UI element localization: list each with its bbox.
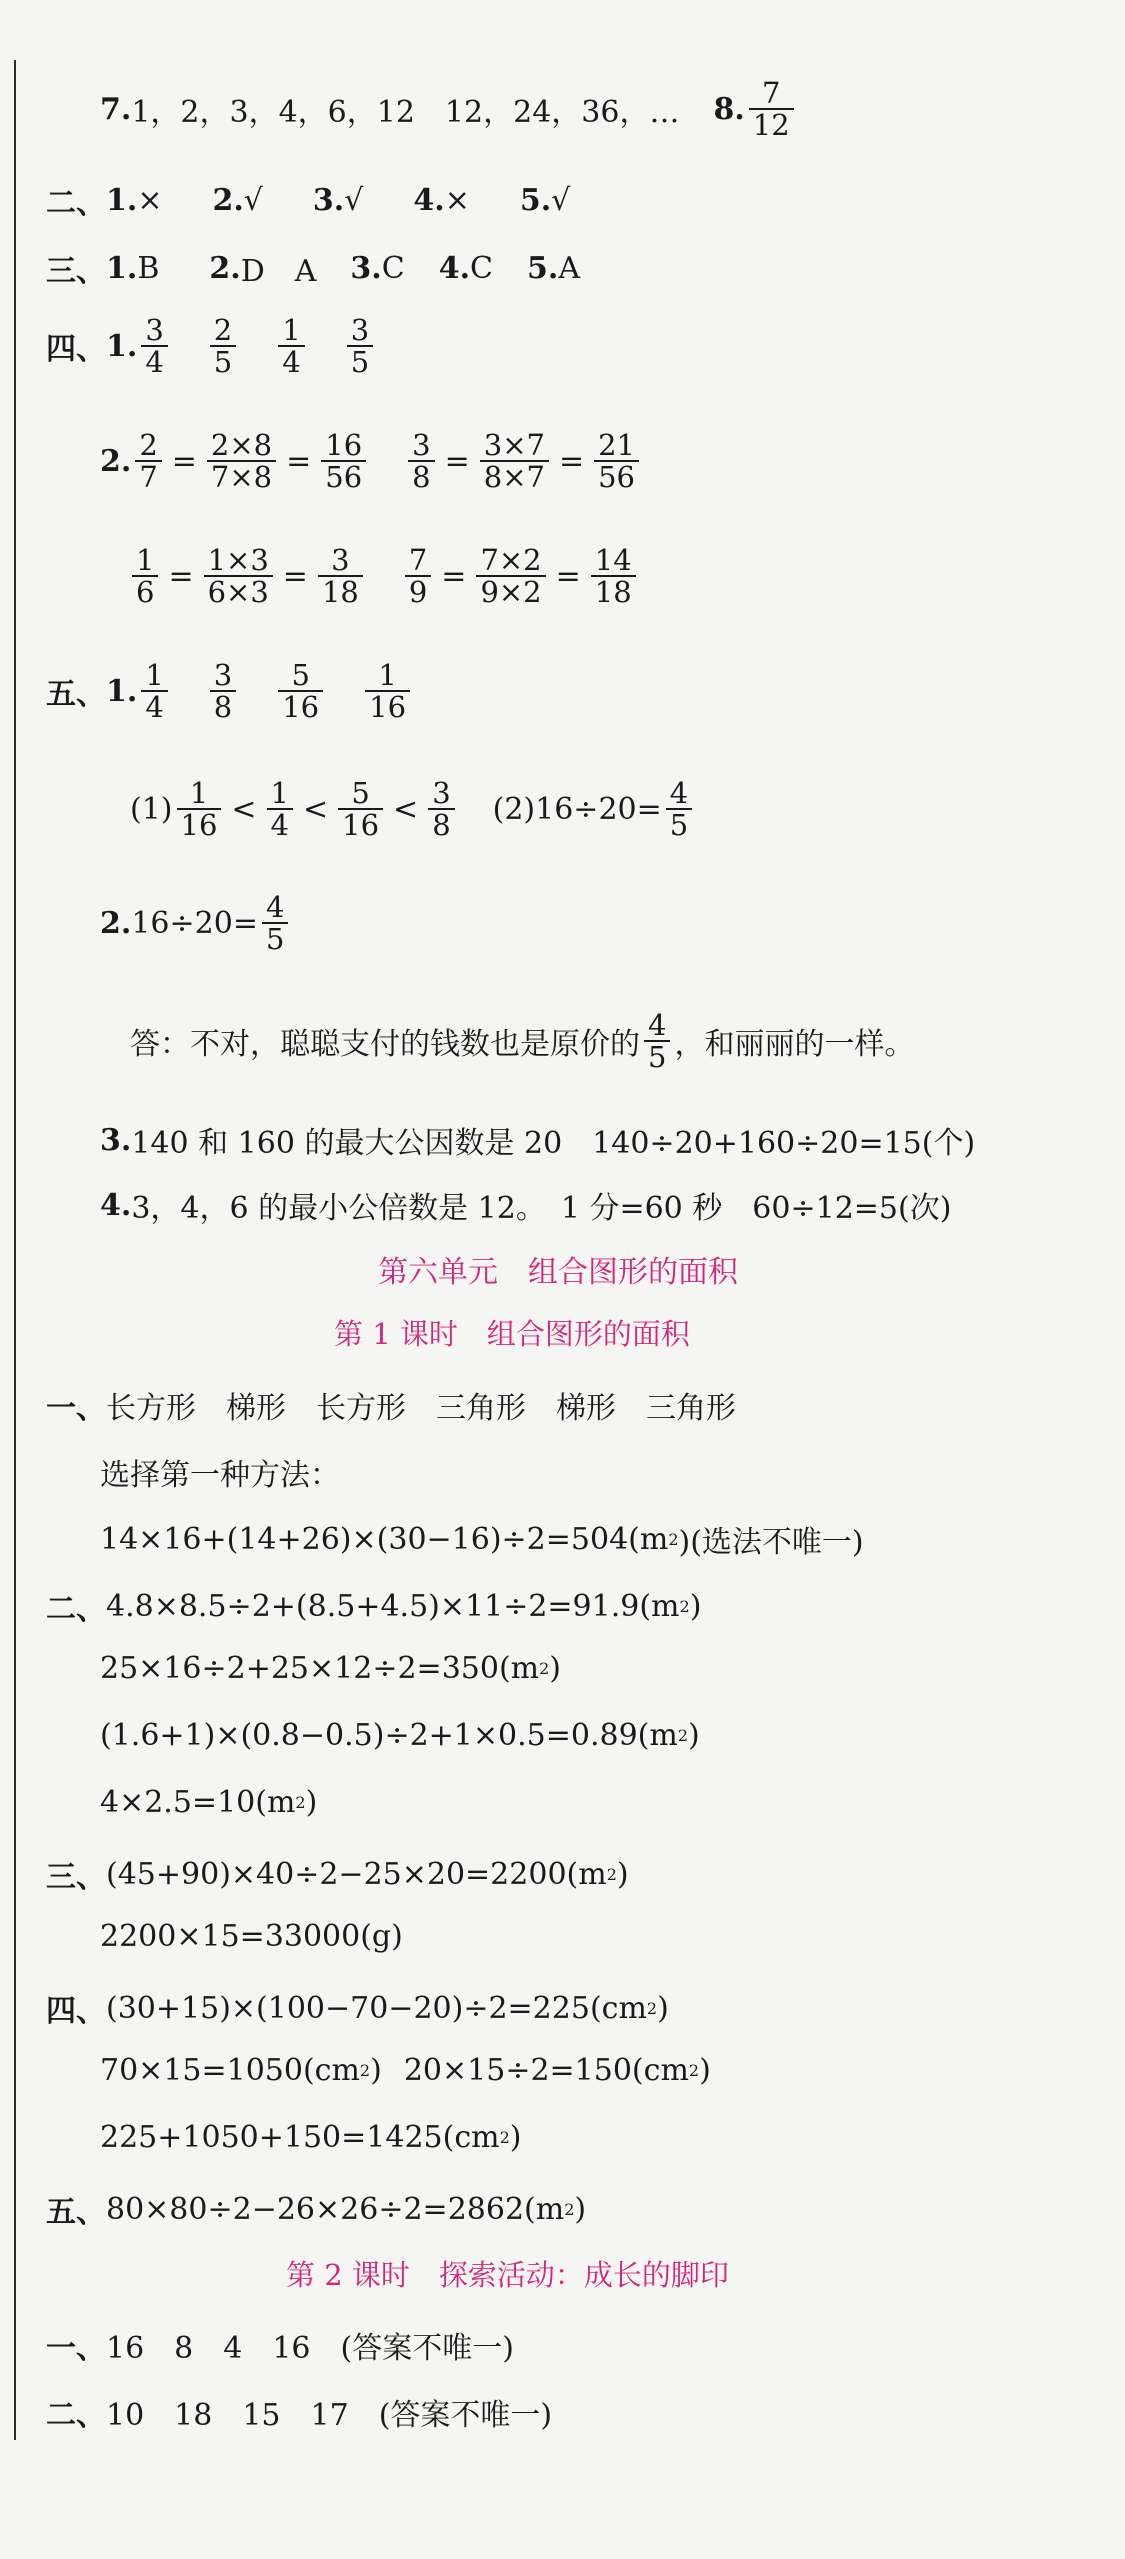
lesson1-section-4-line3: 225+1050+150=1425(cm 2 ) xyxy=(100,2120,522,2155)
question-number: 7. xyxy=(100,91,132,127)
lesson-title: 第 1 课时 组合图形的面积 xyxy=(334,1317,690,1351)
unit-title: 第六单元 组合图形的面积 xyxy=(378,1255,738,1290)
lesson1-section-5: 五、 80×80÷2−26×26÷2=2862(m 2 ) xyxy=(46,2187,586,2231)
margin-line xyxy=(14,60,16,2440)
section-label: 二、 xyxy=(46,186,106,221)
lesson1-section-4-line1: 四、 (30+15)×(100−70−20)÷2=225(cm 2 ) xyxy=(46,1986,669,2030)
lesson1-section-2-line2: 25×16÷2+25×12÷2=350(m 2 ) xyxy=(100,1651,562,1686)
fraction: $\frac{7}{12}$ xyxy=(749,78,794,141)
section-label: 四、 xyxy=(46,332,106,368)
question-number: 8. xyxy=(713,91,745,127)
section-5-q1-sub: (1) $\frac{1}{16}$ < $\frac{1}{4}$ < $\frac{5}{16}$ < $\frac{3}{8}$ (2)16÷20= $\frac{4}{5}$ xyxy=(130,778,696,841)
section-5-q2-answer: 答：不对，聪聪支付的钱数也是原价的 $\frac{4}{5}$ ，和丽丽的一样。 xyxy=(130,1008,915,1075)
section-4-q2-line2: $\frac{1}{6}$ = $\frac{1\times 3}{6\times 3}$ = $\frac{3}{18}$ $\frac{7}{9}$ = $\frac{7\times 2}{9\times 2}$ = $\frac{14}{18}$ xyxy=(128,545,640,608)
section-label: 三、 xyxy=(46,1860,106,1895)
section-label: 五、 xyxy=(46,2195,106,2230)
lesson1-section-2-line4: 4×2.5=10(m 2 ) xyxy=(100,1785,318,1820)
lesson1-section-2-line1: 二、 4.8×8.5÷2+(8.5+4.5)×11÷2=91.9(m 2 ) xyxy=(46,1584,701,1628)
section-label: 二、 xyxy=(46,2398,106,2433)
lesson2-section-1: 一、 16 8 4 16 (答案不唯一) xyxy=(46,2323,514,2367)
section-label: 五、 xyxy=(46,677,106,713)
lesson1-section-1-calc: 14×16+(14+26)×(30−16)÷2=504(m 2 )(选法不唯一) xyxy=(100,1521,864,1560)
lesson2-title: 第 2 课时 探索活动：成长的脚印 xyxy=(286,2258,729,2292)
section-4-q2-line1: 2. $\frac{2}{7}$ = $\frac{2\times 8}{7\times 8}$ = $\frac{16}{56}$ $\frac{3}{8}$ = $\frac{3\times 7}{8\times 7}$ = $\frac{21}{56}$ xyxy=(100,430,643,493)
section-5-q2: 2. 16÷20= $\frac{4}{5}$ xyxy=(100,892,292,955)
lesson1-section-1: 一、 长方形 梯形 长方形 三角形 梯形 三角形 xyxy=(46,1383,736,1427)
section-label: 二、 xyxy=(46,1592,106,1627)
section-5-q1: 五、 1. $\frac{1}{4}$ $\frac{3}{8}$ $\frac{5}{16}$ $\frac{1}{16}$ xyxy=(46,660,414,723)
lesson1-section-1-choose: 选择第一种方法： xyxy=(100,1458,340,1493)
section-2-answers: 二、 1. × 2. √ 3. √ 4. × 5. √ xyxy=(46,178,570,222)
lesson1-section-3-line1: 三、 (45+90)×40÷2−25×20=2200(m 2 ) xyxy=(46,1852,629,1896)
section-4-q1: 四、 1. $\frac{3}{4}$ $\frac{2}{5}$ $\frac{1}{4}$ $\frac{3}{5}$ xyxy=(46,315,377,378)
section-5-q3: 3. 140 和 160 的最大公因数是 20 140÷20+160÷20=15(个) xyxy=(100,1122,976,1161)
section-3-answers: 三、 1. B 2. D A 3. C 4. C 5. A xyxy=(46,246,580,290)
lesson1-section-4-line2: 70×15=1050(cm 2 ) 20×15÷2=150(cm 2 ) xyxy=(100,2053,711,2088)
answer-line-7-8 xyxy=(100,78,798,141)
section-label: 四、 xyxy=(46,1994,106,2029)
section-label: 三、 xyxy=(46,254,106,289)
lesson2-section-2: 二、 10 18 15 17 (答案不唯一) xyxy=(46,2390,552,2434)
lesson1-section-2-line3: (1.6+1)×(0.8−0.5)÷2+1×0.5=0.89(m 2 ) xyxy=(100,1718,700,1753)
lesson1-section-3-line2: 2200×15=33000(g) xyxy=(100,1919,403,1954)
answer-text: 1，2，3，4，6，12 12，24，36，… xyxy=(131,95,680,131)
section-label: 一、 xyxy=(46,1391,106,1426)
section-5-q4: 4. 3，4，6 的最小公倍数是 12。 1 分=60 秒 60÷12=5(次) xyxy=(100,1187,952,1226)
section-label: 一、 xyxy=(46,2331,106,2366)
